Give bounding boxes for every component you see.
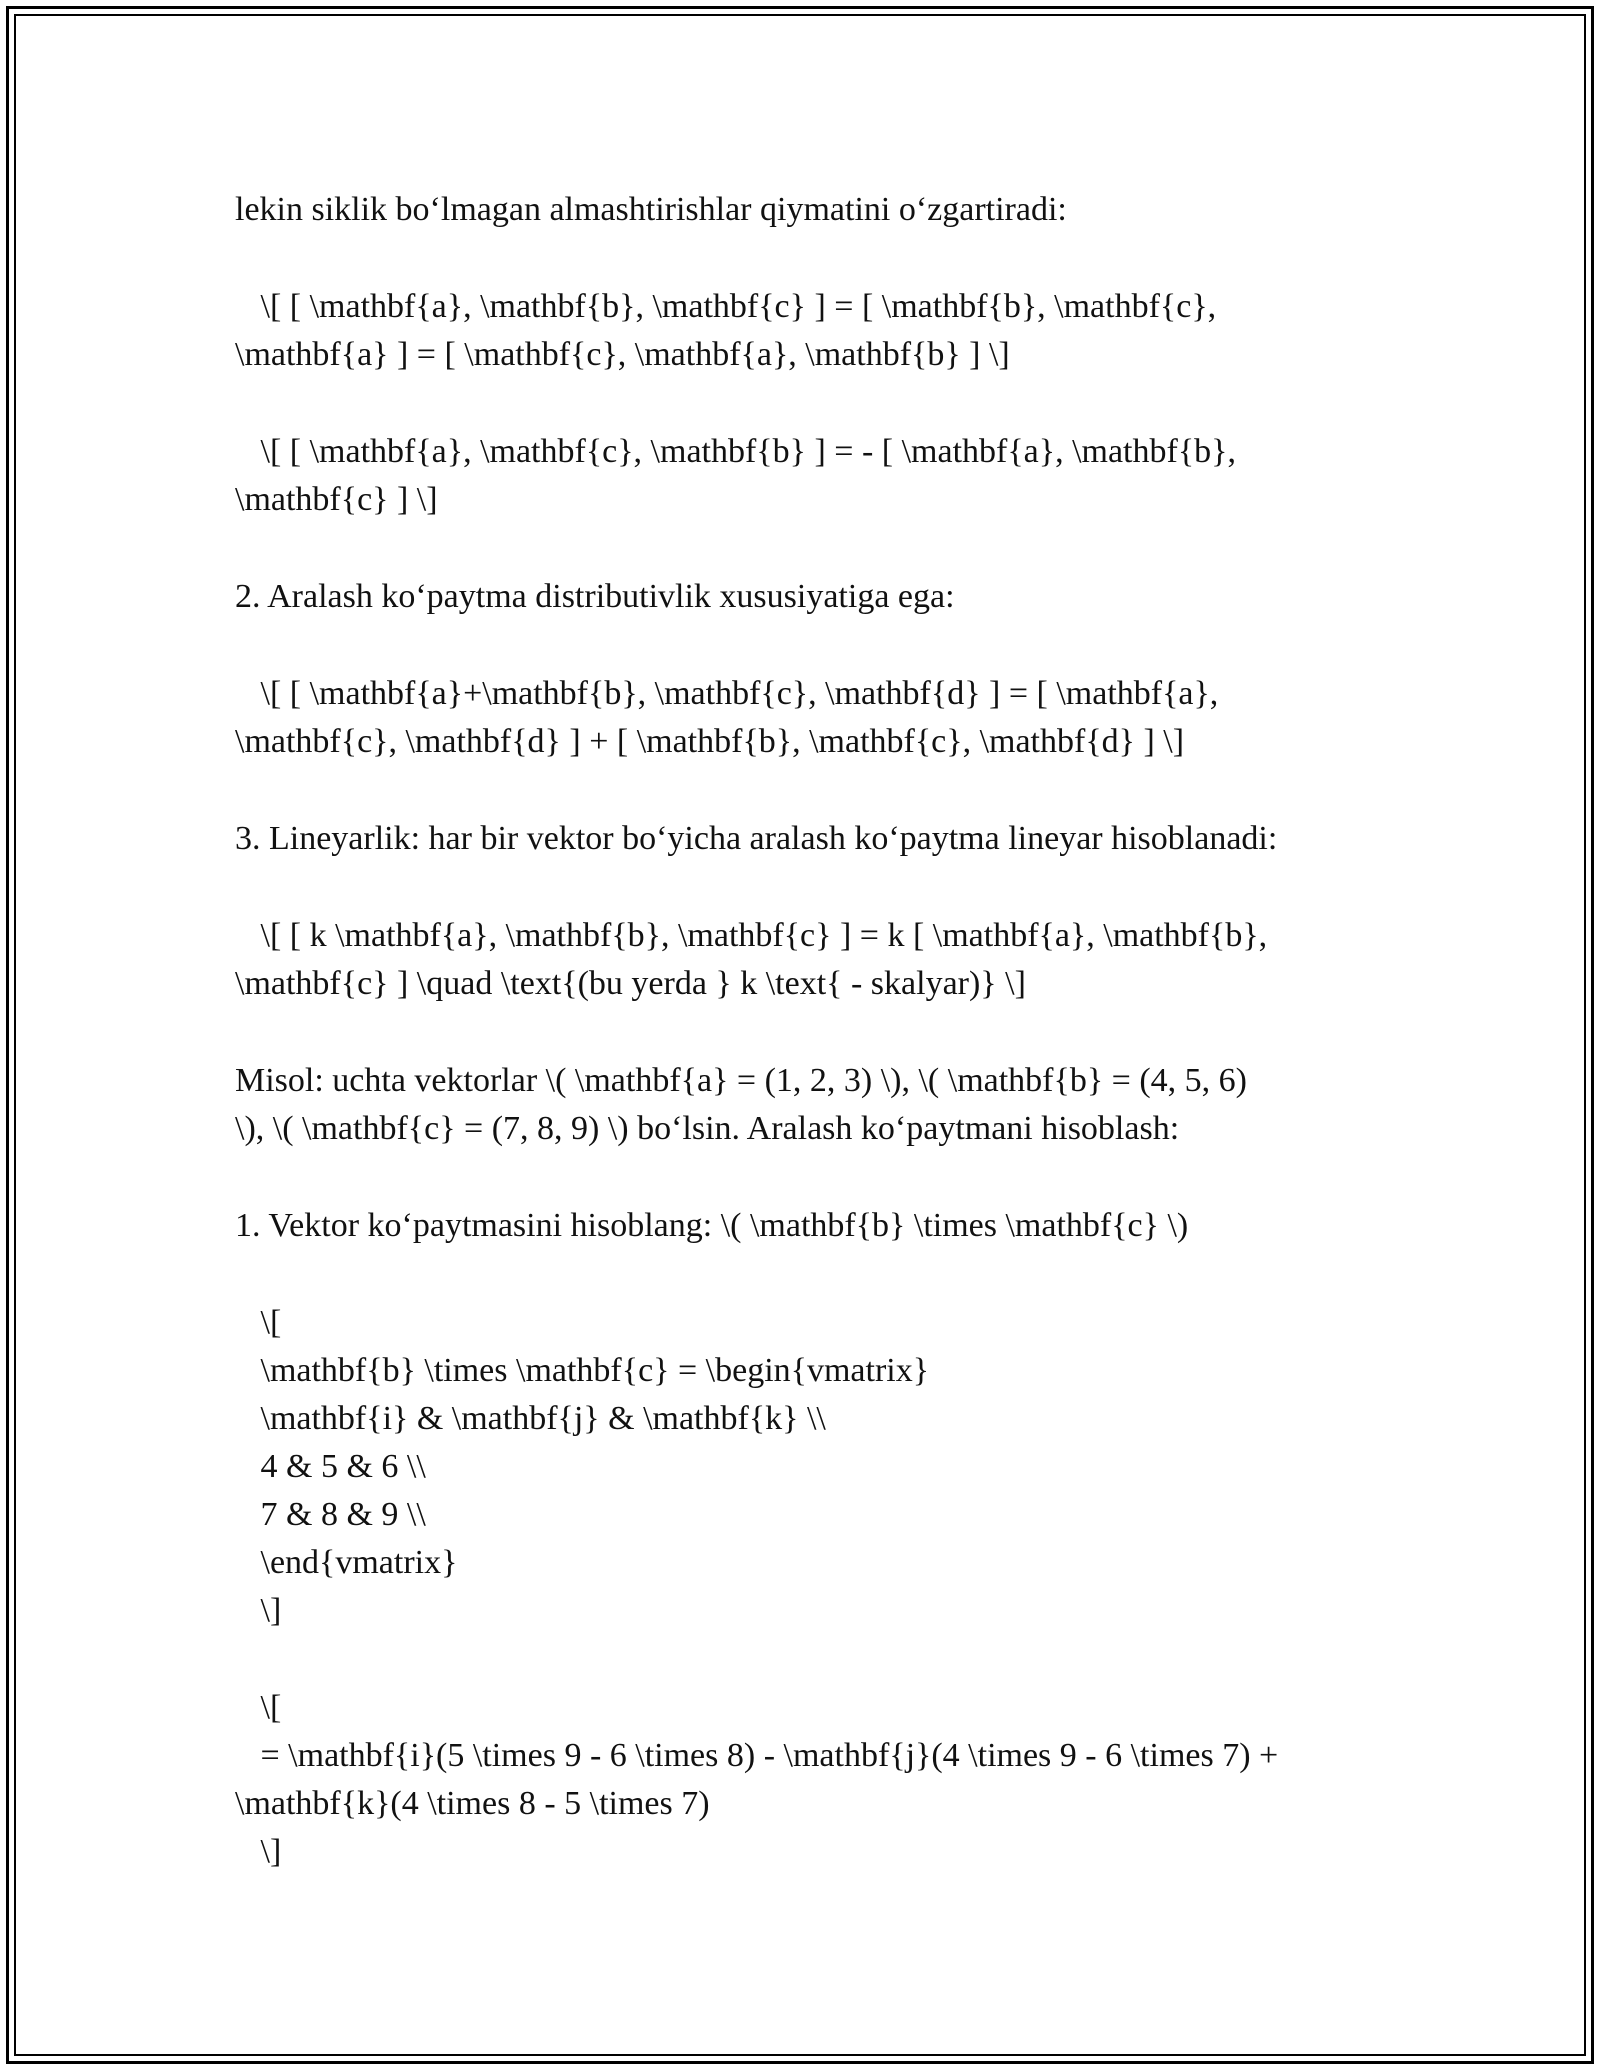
text-line: \[ [ \mathbf{a}+\mathbf{b}, \mathbf{c}, \mathbf{d} ] = [ \mathbf{a}, — [235, 675, 1219, 712]
text-line: \] — [235, 1833, 282, 1870]
text-line: = \mathbf{i}(5 \times 9 - 6 \times 8) - \mathbf{j}(4 \times 9 - 6 \times 7) + — [235, 1737, 1279, 1774]
text-line: \mathbf{k}(4 \times 8 - 5 \times 7) — [235, 1785, 710, 1822]
blank-line — [235, 1635, 1375, 1684]
text-line: 4 & 5 & 6 \\ — [235, 1448, 426, 1485]
text-line: \] — [235, 1592, 282, 1629]
text-line: 1. Vektor ko‘paytmasini hisoblang: \( \mathbf{b} \times \mathbf{c} \) — [235, 1207, 1189, 1244]
text-line: \[ [ k \mathbf{a}, \mathbf{b}, \mathbf{c} ] = k [ \mathbf{a}, \mathbf{b}, — [235, 917, 1268, 954]
blank-line — [235, 524, 1375, 573]
blank-line — [235, 766, 1375, 815]
text-line: \mathbf{b} \times \mathbf{c} = \begin{vmatrix} — [235, 1352, 930, 1389]
blank-line — [235, 1153, 1375, 1202]
text-line: \[ [ \mathbf{a}, \mathbf{b}, \mathbf{c} ] = [ \mathbf{b}, \mathbf{c}, — [235, 288, 1217, 325]
text-line: \mathbf{a} ] = [ \mathbf{c}, \mathbf{a}, \mathbf{b} ] \] — [235, 336, 1010, 373]
text-line: \mathbf{c}, \mathbf{d} ] + [ \mathbf{b}, \mathbf{c}, \mathbf{d} ] \] — [235, 723, 1185, 760]
text-line: \[ [ \mathbf{a}, \mathbf{c}, \mathbf{b} ] = - [ \mathbf{a}, \mathbf{b}, — [235, 433, 1236, 470]
text-line: \[ — [235, 1304, 282, 1341]
text-line: 3. Lineyarlik: har bir vektor bo‘yicha aralash ko‘paytma lineyar hisoblanadi: — [235, 820, 1278, 857]
document-body — [235, 186, 1375, 1876]
text-line: \), \( \mathbf{c} = (7, 8, 9) \) bo‘lsin. Aralash ko‘paytmani hisoblash: — [235, 1110, 1180, 1147]
blank-line — [235, 379, 1375, 428]
text-line: \mathbf{c} ] \] — [235, 481, 438, 518]
blank-line — [235, 234, 1375, 283]
text-line: \mathbf{i} & \mathbf{j} & \mathbf{k} \\ — [235, 1400, 826, 1437]
text-line: Misol: uchta vektorlar \( \mathbf{a} = (1, 2, 3) \), \( \mathbf{b} = (4, 5, 6) — [235, 1062, 1247, 1099]
text-line: 2. Aralash ko‘paytma distributivlik xususiyatiga ega: — [235, 578, 955, 615]
text-line: \mathbf{c} ] \quad \text{(bu yerda } k \text{ - skalyar)} \] — [235, 965, 1026, 1002]
blank-line — [235, 621, 1375, 670]
text-line: lekin siklik bo‘lmagan almashtirishlar qiymatini o‘zgartiradi: — [235, 191, 1067, 228]
text-line: \[ — [235, 1689, 282, 1726]
blank-line — [235, 1008, 1375, 1057]
text-line: 7 & 8 & 9 \\ — [235, 1496, 426, 1533]
text-line: \end{vmatrix} — [235, 1544, 458, 1581]
blank-line — [235, 1250, 1375, 1299]
blank-line — [235, 863, 1375, 912]
